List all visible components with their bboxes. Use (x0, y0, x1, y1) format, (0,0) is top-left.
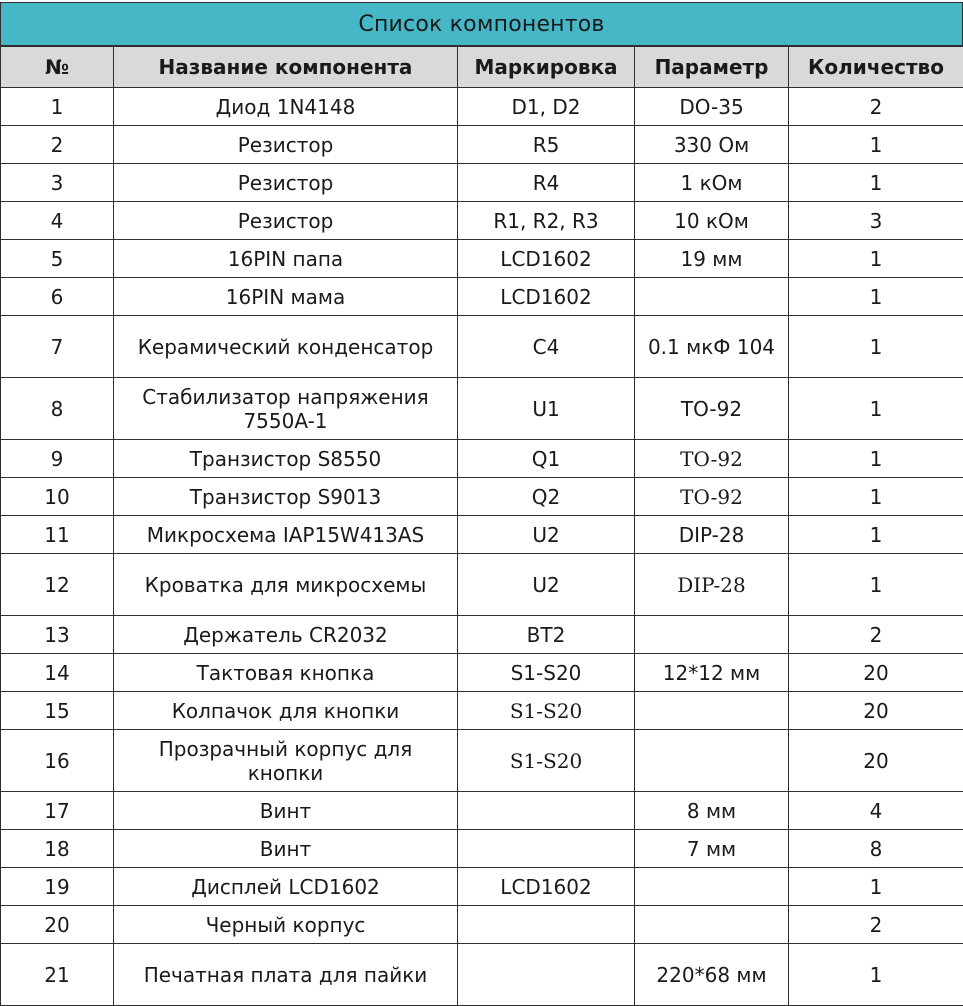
table-row (1, 944, 963, 1006)
cell-num: 18 (1, 830, 114, 868)
cell-quantity: 2 (789, 616, 963, 654)
cell-name: Винт (114, 792, 458, 830)
cell-marking: U2 (458, 554, 635, 616)
table-row (1, 202, 963, 240)
column-header-parameter: Параметр (635, 47, 789, 88)
cell-name: Винт (114, 830, 458, 868)
cell-parameter: 7 мм (635, 830, 789, 868)
cell-marking: S1-S20 (458, 654, 635, 692)
cell-num: 14 (1, 654, 114, 692)
table-row (1, 616, 963, 654)
cell-marking: LCD1602 (458, 240, 635, 278)
cell-quantity: 1 (789, 868, 963, 906)
cell-quantity: 2 (789, 88, 963, 126)
cell-name: 16PIN мама (114, 278, 458, 316)
table-row (1, 126, 963, 164)
table-row (1, 240, 963, 278)
cell-num: 11 (1, 516, 114, 554)
cell-quantity: 20 (789, 654, 963, 692)
cell-name: Резистор (114, 202, 458, 240)
cell-quantity: 2 (789, 906, 963, 944)
cell-parameter: 10 кОм (635, 202, 789, 240)
cell-num: 3 (1, 164, 114, 202)
cell-quantity: 1 (789, 164, 963, 202)
cell-marking: U2 (458, 516, 635, 554)
table-row (1, 906, 963, 944)
cell-marking (458, 792, 635, 830)
cell-parameter: 220*68 мм (635, 944, 789, 1006)
cell-num: 10 (1, 478, 114, 516)
cell-parameter: DIP-28 (635, 516, 789, 554)
cell-marking: U1 (458, 378, 635, 440)
table-row (1, 830, 963, 868)
cell-num: 8 (1, 378, 114, 440)
cell-parameter: 19 мм (635, 240, 789, 278)
cell-name: Резистор (114, 164, 458, 202)
cell-name: Микросхема IAP15W413AS (114, 516, 458, 554)
cell-parameter: 330 Ом (635, 126, 789, 164)
cell-marking: LCD1602 (458, 868, 635, 906)
table-row (1, 554, 963, 616)
cell-name: Держатель CR2032 (114, 616, 458, 654)
table-row (1, 516, 963, 554)
cell-parameter (635, 278, 789, 316)
cell-parameter (635, 868, 789, 906)
cell-marking: Q1 (458, 440, 635, 478)
header-row (1, 47, 963, 88)
cell-marking: BT2 (458, 616, 635, 654)
table-row (1, 654, 963, 692)
cell-marking (458, 830, 635, 868)
cell-name: Керамический конденсатор (114, 316, 458, 378)
cell-parameter (635, 906, 789, 944)
cell-num: 15 (1, 692, 114, 730)
cell-quantity: 1 (789, 378, 963, 440)
cell-parameter: TO-92 (635, 478, 789, 516)
table-row (1, 278, 963, 316)
cell-num: 13 (1, 616, 114, 654)
table-row (1, 88, 963, 126)
cell-quantity: 4 (789, 792, 963, 830)
cell-quantity: 1 (789, 278, 963, 316)
table-row (1, 792, 963, 830)
cell-quantity: 1 (789, 240, 963, 278)
cell-name: Дисплей LCD1602 (114, 868, 458, 906)
table-title: Список компонентов (0, 2, 963, 46)
column-header-num: № (1, 47, 114, 88)
cell-marking: R5 (458, 126, 635, 164)
cell-name: Резистор (114, 126, 458, 164)
cell-name: 16PIN папа (114, 240, 458, 278)
table-row (1, 164, 963, 202)
cell-num: 12 (1, 554, 114, 616)
components-table (0, 46, 963, 1006)
cell-quantity: 20 (789, 730, 963, 792)
cell-marking: C4 (458, 316, 635, 378)
cell-name: Транзистор S8550 (114, 440, 458, 478)
cell-parameter: DO-35 (635, 88, 789, 126)
table-row (1, 730, 963, 792)
cell-num: 19 (1, 868, 114, 906)
cell-marking (458, 906, 635, 944)
table-row (1, 440, 963, 478)
cell-name: Черный корпус (114, 906, 458, 944)
cell-num: 21 (1, 944, 114, 1006)
cell-parameter: 0.1 мкФ 104 (635, 316, 789, 378)
table-row (1, 378, 963, 440)
cell-parameter: DIP-28 (635, 554, 789, 616)
cell-quantity: 1 (789, 516, 963, 554)
cell-name: Диод 1N4148 (114, 88, 458, 126)
cell-num: 5 (1, 240, 114, 278)
cell-marking (458, 944, 635, 1006)
cell-quantity: 1 (789, 554, 963, 616)
cell-quantity: 1 (789, 316, 963, 378)
cell-quantity: 1 (789, 944, 963, 1006)
cell-parameter: TO-92 (635, 440, 789, 478)
column-header-name: Название компонента (114, 47, 458, 88)
cell-parameter: 8 мм (635, 792, 789, 830)
cell-parameter: 1 кОм (635, 164, 789, 202)
cell-num: 9 (1, 440, 114, 478)
cell-num: 2 (1, 126, 114, 164)
cell-quantity: 20 (789, 692, 963, 730)
table-row (1, 316, 963, 378)
cell-marking: R1, R2, R3 (458, 202, 635, 240)
cell-marking: S1-S20 (458, 692, 635, 730)
cell-num: 17 (1, 792, 114, 830)
cell-name: Тактовая кнопка (114, 654, 458, 692)
cell-quantity: 1 (789, 440, 963, 478)
cell-marking: D1, D2 (458, 88, 635, 126)
cell-num: 20 (1, 906, 114, 944)
cell-num: 4 (1, 202, 114, 240)
cell-num: 16 (1, 730, 114, 792)
cell-num: 1 (1, 88, 114, 126)
cell-parameter (635, 616, 789, 654)
cell-marking: Q2 (458, 478, 635, 516)
cell-marking: LCD1602 (458, 278, 635, 316)
cell-parameter (635, 692, 789, 730)
cell-quantity: 8 (789, 830, 963, 868)
cell-quantity: 1 (789, 126, 963, 164)
cell-name: Стабилизатор напряжения 7550A-1 (114, 378, 458, 440)
column-header-quantity: Количество (789, 47, 963, 88)
cell-num: 6 (1, 278, 114, 316)
table-row (1, 478, 963, 516)
cell-name: Колпачок для кнопки (114, 692, 458, 730)
cell-marking: R4 (458, 164, 635, 202)
cell-marking: S1-S20 (458, 730, 635, 792)
cell-name: Прозрачный корпус для кнопки (114, 730, 458, 792)
cell-name: Печатная плата для пайки (114, 944, 458, 1006)
cell-parameter (635, 730, 789, 792)
cell-quantity: 1 (789, 478, 963, 516)
table-row (1, 692, 963, 730)
table-row (1, 868, 963, 906)
cell-name: Транзистор S9013 (114, 478, 458, 516)
cell-parameter: 12*12 мм (635, 654, 789, 692)
cell-name: Кроватка для микросхемы (114, 554, 458, 616)
cell-num: 7 (1, 316, 114, 378)
cell-quantity: 3 (789, 202, 963, 240)
column-header-marking: Маркировка (458, 47, 635, 88)
cell-parameter: TO-92 (635, 378, 789, 440)
